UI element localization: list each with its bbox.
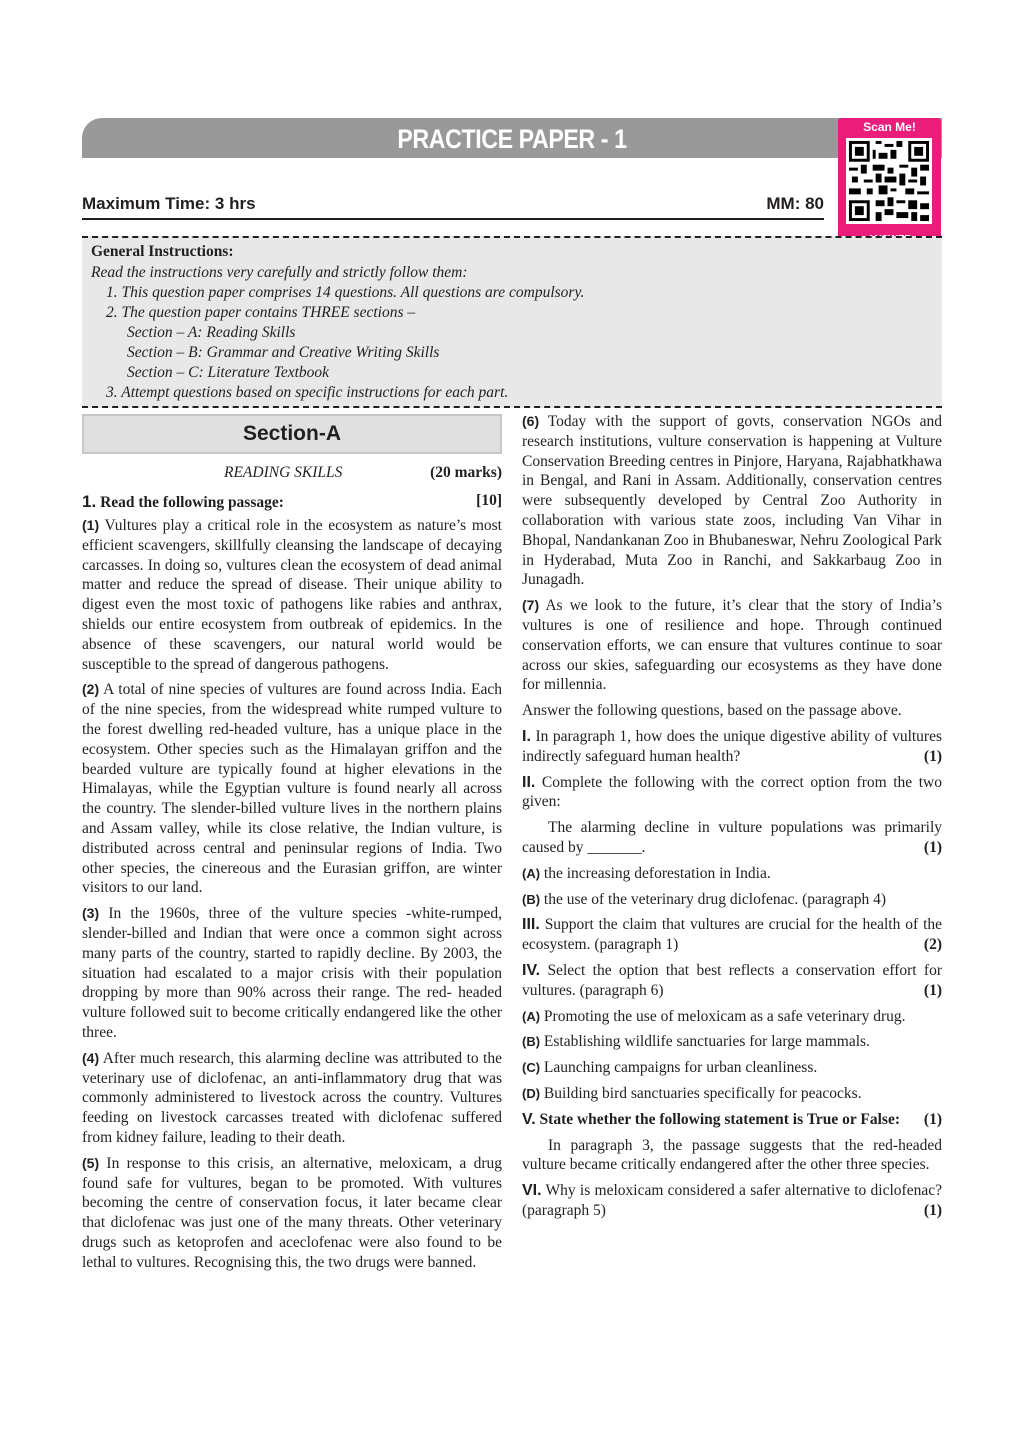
passage-paragraph bbox=[82, 680, 502, 898]
question-text: Complete the following with the correct option from the two given: bbox=[522, 773, 942, 811]
instruction-line: 3. Attempt questions based on specific instructions for each part. bbox=[106, 384, 509, 401]
answer-intro: Answer the following questions, based on the passage above. bbox=[522, 702, 902, 720]
paragraph-number: (1) bbox=[82, 517, 100, 533]
section-title: Section-A bbox=[82, 414, 502, 454]
question-marks: (2) bbox=[923, 936, 942, 954]
paragraph-text: In response to this crisis, an alternative, meloxicam, a drug found safe for vultures, began to be promoted. With vultures becoming the centre of conservation focus, it later became clear that diclofenac was just one of the many threats. Other veterinary drugs such as ketoprofen and aceclofenac were also found to be lethal to vultures. Recognising this, the two drugs were banned. bbox=[82, 1154, 502, 1271]
question-label: V. bbox=[522, 1110, 536, 1128]
paragraph-text: Vultures play a critical role in the ecosystem as nature’s most efficient scavengers, skillfully cleansing the landscape of decaying carcasses. In doing so, vultures clean the ecosystem of dead animal matter and reduce the spread of disease. Their unique ability to digest even the most toxic of pathogens like rabies and anthrax, shields our entire ecosystem from outbreak of epidemics. In the absence of these scavengers, our natural world would be susceptible to the spread of dangerous pathogens. bbox=[82, 517, 502, 673]
max-marks: MM: 80 bbox=[766, 194, 824, 213]
option-text: Building bird sanctuaries specifically for peacocks. bbox=[543, 1084, 862, 1102]
paragraph-number: (6) bbox=[522, 413, 540, 429]
paragraph-text: Today with the support of govts, conservation NGOs and research institutions, vulture conservation is happening at Vulture Conservation Breeding centres in Pinjore, Haryana, Rajabhatkhawa in Bengal, and Rani in Assam. Additionally, conservation centres were subsequently developed by Central Zoo Authority in collaboration with various state zoos, including Van Vihar in Bhopal, Nandankanan Zoo in Bhubaneswar, Nehru Zoological Park in Hyderabad, Muta Zoo in Ranchi, and Sakkarbaug Zoo in Junagadh. bbox=[522, 413, 942, 589]
instructions-heading: General Instructions: bbox=[91, 243, 234, 260]
instruction-line: Section – B: Grammar and Creative Writing Skills bbox=[127, 344, 440, 361]
paragraph-number: (3) bbox=[82, 905, 100, 922]
option-label: (B) bbox=[522, 891, 541, 907]
question-marks: (1) bbox=[923, 838, 942, 856]
question-V bbox=[522, 1110, 942, 1130]
question-number: 1. bbox=[82, 492, 97, 511]
option-text: the increasing deforestation in India. bbox=[543, 864, 771, 882]
paragraph-number: (7) bbox=[522, 597, 540, 614]
question-marks: (1) bbox=[923, 1201, 942, 1219]
paragraph-text: A total of nine species of vultures are found across India. Each of the nine species, from the widespread white rumped vulture to the forest dwelling red-headed vulture, has a unique place in the ecosystem. Other species such as the Himalayan griffon and the bearded vulture are typically found at higher elevations in the Himalayas, while the Egyptian vulture is found nearly all across the country. The slender-billed vulture lives in the northern plains and Assam valley, while its close relative, the Indian vulture, is distributed across central and peninsular regions of India. Two other species, the cinereous and the Eurasian griffon, are winter visitors to our land. bbox=[82, 681, 503, 897]
option-text: Launching campaigns for urban cleanliness. bbox=[543, 1059, 818, 1077]
question-label: VI. bbox=[522, 1182, 542, 1200]
passage-paragraph bbox=[82, 516, 502, 674]
answer-option[interactable] bbox=[522, 1084, 942, 1104]
question-label: II. bbox=[522, 773, 536, 791]
instruction-line: 1. This question paper comprises 14 questions. All questions are compulsory. bbox=[106, 284, 585, 301]
passage-paragraph bbox=[82, 1154, 502, 1273]
option-text: Establishing wildlife sanctuaries for large mammals. bbox=[543, 1033, 870, 1051]
option-label: (B) bbox=[522, 1034, 541, 1050]
exam-meta-row bbox=[82, 194, 824, 218]
question-stem bbox=[522, 818, 942, 858]
option-label: (D) bbox=[522, 1085, 541, 1101]
general-instructions bbox=[82, 236, 942, 408]
question-stem: In paragraph 3, the passage suggests that the red-headed vulture became critically endangered after the other three species. bbox=[522, 1136, 942, 1174]
question-II bbox=[522, 773, 942, 813]
max-time: Maximum Time: 3 hrs bbox=[82, 194, 256, 213]
title-banner bbox=[82, 118, 942, 158]
question-VI bbox=[522, 1181, 942, 1221]
question-marks: [10] bbox=[476, 492, 502, 509]
paragraph-text: After much research, this alarming decline was attributed to the veterinary use of diclofenac, an anti-inflammatory drug that was commonly administered to livestock across the country. Vultures feeding on livestock carcasses treated with diclofenac suffered from kidney failure, leading to their death. bbox=[82, 1049, 502, 1146]
question-III bbox=[522, 915, 942, 955]
answer-option[interactable] bbox=[522, 864, 942, 884]
instruction-line: Section – C: Literature Textbook bbox=[127, 364, 330, 381]
answer-option[interactable] bbox=[522, 890, 942, 910]
stem-text: The alarming decline in vulture populations was primarily caused by _______. bbox=[522, 819, 942, 856]
page-title: PRACTICE PAPER - 1 bbox=[397, 124, 627, 154]
question-marks: (1) bbox=[923, 1110, 942, 1128]
paragraph-text: As we look to the future, it’s clear that the story of India’s vultures is one of resilience and hope. Through continued conservation efforts, we can ensure that vultures continue to soar across our skies, safeguarding our ecosystems as they have done for millennia. bbox=[522, 597, 942, 694]
question-marks: (1) bbox=[923, 747, 942, 765]
paragraph-number: (2) bbox=[82, 681, 100, 698]
reading-skills-title: READING SKILLS bbox=[224, 464, 343, 481]
question-label: III. bbox=[522, 916, 540, 934]
option-text: the use of the veterinary drug diclofenac. (paragraph 4) bbox=[543, 890, 887, 908]
answer-option[interactable] bbox=[522, 1007, 942, 1027]
question-text: Support the claim that vultures are crucial for the health of the ecosystem. (paragraph 1) bbox=[522, 916, 943, 954]
question-text: State whether the following statement is True or False: bbox=[539, 1110, 900, 1128]
question-text: In paragraph 1, how does the unique digestive ability of vultures indirectly safeguard human health? bbox=[522, 727, 943, 765]
answer-option[interactable] bbox=[522, 1032, 942, 1052]
question-I bbox=[522, 727, 942, 767]
question-label: IV. bbox=[522, 961, 541, 979]
left-column bbox=[82, 412, 502, 1278]
qr-scan-badge[interactable] bbox=[838, 118, 941, 248]
passage-paragraph bbox=[82, 1049, 502, 1148]
option-label: (A) bbox=[522, 865, 541, 881]
question-marks: (1) bbox=[923, 981, 942, 999]
scan-label: Scan Me! bbox=[863, 120, 916, 134]
paragraph-number: (4) bbox=[82, 1049, 100, 1066]
passage-paragraph bbox=[522, 412, 942, 590]
question-1-heading bbox=[82, 492, 502, 516]
option-label: (A) bbox=[522, 1008, 541, 1024]
right-column bbox=[522, 412, 942, 1227]
divider bbox=[82, 218, 824, 220]
question-label: I. bbox=[522, 727, 531, 745]
option-text: Promoting the use of meloxicam as a safe veterinary drug. bbox=[543, 1007, 906, 1025]
option-label: (C) bbox=[522, 1060, 541, 1076]
question-text: Read the following passage: bbox=[100, 494, 284, 511]
reading-skills-row bbox=[82, 464, 502, 490]
question-text: Why is meloxicam considered a safer alternative to diclofenac? (paragraph 5) bbox=[522, 1182, 942, 1219]
passage-paragraph bbox=[82, 904, 502, 1043]
qr-code-icon[interactable] bbox=[846, 138, 932, 224]
question-text: Select the option that best reflects a conservation effort for vultures. (paragraph 6) bbox=[522, 961, 943, 999]
passage-paragraph bbox=[522, 596, 942, 695]
instruction-line: 2. The question paper contains THREE sections – bbox=[106, 304, 416, 321]
paragraph-number: (5) bbox=[82, 1154, 100, 1171]
answer-option[interactable] bbox=[522, 1058, 942, 1078]
question-IV bbox=[522, 961, 942, 1001]
reading-skills-marks: (20 marks) bbox=[430, 464, 502, 481]
paragraph-text: In the 1960s, three of the vulture species -white-rumped, slender-billed and Indian that were once a common sight across many parts of the country, started to rapidly decline. By 2003, the situation had escalated to a major crisis with their population dropping by more than 90% across their range. The red- headed vulture followed suit to become critically endangered like the other three. bbox=[82, 905, 502, 1041]
instruction-line: Read the instructions very carefully and strictly follow them: bbox=[91, 264, 468, 281]
instruction-line: Section – A: Reading Skills bbox=[127, 324, 296, 341]
